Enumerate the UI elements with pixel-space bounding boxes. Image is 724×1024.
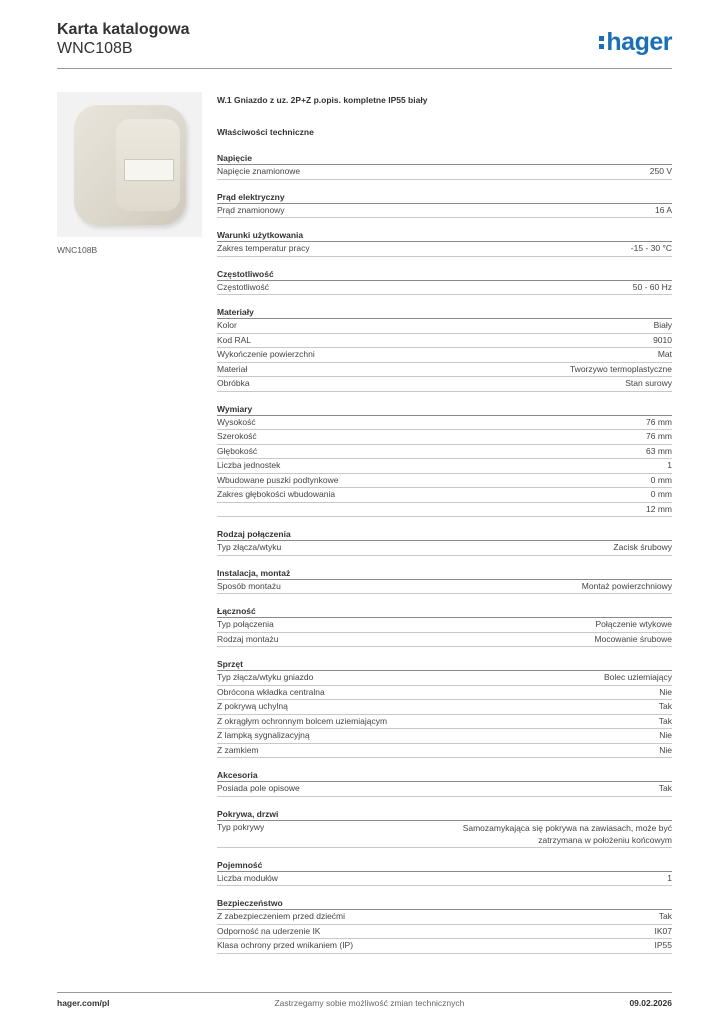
spec-row (217, 204, 672, 219)
section-title: Pojemność (217, 858, 672, 872)
spec-value: 9010 (653, 334, 672, 345)
logo-text: hager (606, 28, 672, 56)
section-title: Instalacja, montaż (217, 566, 672, 580)
spec-label: Klasa ochrony przed wnikaniem (IP) (217, 940, 354, 950)
spec-row (217, 821, 672, 848)
spec-value: IK07 (654, 925, 672, 936)
spec-label: Sposób montażu (217, 580, 281, 591)
spec-row (217, 782, 672, 797)
footer-divider (57, 992, 672, 993)
spec-row (217, 165, 672, 180)
section-title: Napięcie (217, 151, 672, 165)
spec-label: Obróbka (217, 378, 250, 388)
spec-row (217, 363, 672, 378)
spec-value: Tak (658, 701, 672, 711)
section-title: Sprzęt (217, 657, 672, 671)
section-title: Akcesoria (217, 768, 672, 782)
spec-label: Z pokrywą uchylną (217, 701, 288, 711)
spec-value: Tak (658, 715, 672, 726)
spec-section (217, 190, 672, 219)
spec-section (217, 527, 672, 556)
spec-value: Stan surowy (625, 378, 672, 388)
spec-label: Liczba modułów (217, 872, 278, 883)
spec-label: Liczba jednostek (217, 460, 281, 470)
spec-row (217, 430, 672, 445)
spec-section (217, 604, 672, 647)
spec-value: Nie (659, 730, 672, 740)
product-description: W.1 Gniazdo z uz. 2P+Z p.opis. kompletne IP55 biały (217, 95, 428, 105)
spec-label: Obrócona wkładka centralna (217, 686, 325, 697)
spec-section (217, 657, 672, 758)
spec-section (217, 896, 672, 954)
spec-content (217, 95, 672, 964)
section-title: Rodzaj połączenia (217, 527, 672, 541)
spec-label: Typ połączenia (217, 619, 274, 629)
spec-value: 76 mm (646, 431, 672, 441)
spec-label: Wbudowane puszki podtynkowe (217, 474, 339, 485)
spec-value: Mocowanie śrubowe (594, 633, 672, 644)
spec-value: Montaż powierzchniowy (581, 580, 672, 591)
section-title: Bezpieczeństwo (217, 896, 672, 910)
spec-row (217, 474, 672, 489)
footer-website-link[interactable]: hager.com/pl (57, 998, 110, 1008)
spec-value: Nie (659, 686, 672, 697)
spec-value: Połączenie wtykowe (595, 619, 672, 629)
document-title: Karta katalogowa (57, 21, 190, 38)
spec-value: 76 mm (646, 416, 672, 427)
spec-value: Biały (653, 320, 672, 330)
spec-row (217, 445, 672, 460)
spec-row (217, 281, 672, 296)
product-code: WNC108B (57, 40, 133, 57)
spec-value: Tak (658, 783, 672, 793)
spec-label: Szerokość (217, 431, 257, 441)
spec-row (217, 939, 672, 954)
spec-label: Typ pokrywy (217, 821, 265, 832)
spec-value: -15 - 30 °C (630, 243, 672, 253)
spec-row (217, 541, 672, 556)
spec-value: Samozamykająca się pokrywa na zawiasach, może być zatrzymana w położeniu końcowym (462, 822, 672, 845)
spec-row (217, 319, 672, 334)
product-image (57, 92, 202, 237)
spec-label: Prąd znamionowy (217, 204, 285, 215)
spec-label: Wykończenie powierzchni (217, 349, 315, 359)
spec-label: Z zabezpieczeniem przed dziećmi (217, 911, 346, 921)
spec-row (217, 700, 672, 715)
logo-mark-icon (599, 35, 604, 51)
spec-section (217, 267, 672, 296)
spec-value: Zacisk śrubowy (613, 542, 672, 552)
spec-value: Mat (657, 349, 672, 359)
spec-value: 1 (667, 460, 672, 470)
spec-label: Z zamkiem (217, 744, 259, 755)
spec-label: Odporność na uderzenie IK (217, 925, 321, 936)
footer-date: 09.02.2026 (629, 998, 672, 1008)
spec-value: IP55 (654, 940, 672, 950)
hager-logo (599, 28, 672, 57)
spec-value: 0 mm (650, 474, 672, 485)
spec-row (217, 348, 672, 363)
spec-row (217, 488, 672, 503)
spec-label: Typ złącza/wtyku gniazdo (217, 672, 314, 682)
spec-value: 12 mm (646, 503, 672, 514)
spec-label: Głębokość (217, 445, 258, 456)
socket-icon (74, 105, 186, 225)
spec-row (217, 618, 672, 633)
spec-row (217, 580, 672, 595)
spec-row (217, 459, 672, 474)
section-title: Materiały (217, 305, 672, 319)
spec-section (217, 228, 672, 257)
spec-value: Tworzywo termoplastyczne (569, 363, 672, 374)
spec-label: Z lampką sygnalizacyjną (217, 730, 310, 740)
spec-value: 63 mm (646, 445, 672, 456)
section-title: Prąd elektryczny (217, 190, 672, 204)
spec-label: Kolor (217, 320, 237, 330)
spec-label: Posiada pole opisowe (217, 783, 300, 793)
spec-row (217, 416, 672, 431)
spec-row (217, 715, 672, 730)
spec-section (217, 402, 672, 518)
spec-section (217, 151, 672, 180)
section-title: Pokrywa, drzwi (217, 807, 672, 821)
spec-value: Nie (659, 744, 672, 755)
spec-label: Zakres głębokości wbudowania (217, 489, 336, 499)
spec-label: Materiał (217, 363, 248, 374)
spec-row (217, 925, 672, 940)
section-title: Wymiary (217, 402, 672, 416)
spec-label: Rodzaj montażu (217, 633, 279, 644)
spec-value: Tak (658, 911, 672, 921)
spec-value: 50 - 60 Hz (632, 281, 672, 292)
header-divider (57, 68, 672, 69)
footer-disclaimer: Zastrzegamy sobie możliwość zmian technicznych (274, 998, 465, 1008)
spec-section (217, 768, 672, 797)
spec-row (217, 872, 672, 887)
spec-section (217, 858, 672, 887)
spec-section (217, 566, 672, 595)
spec-row (217, 334, 672, 349)
spec-section (217, 807, 672, 848)
spec-row (217, 744, 672, 759)
spec-row (217, 729, 672, 744)
page-header (57, 20, 672, 68)
spec-row (217, 503, 672, 518)
spec-row (217, 633, 672, 648)
section-title: Warunki użytkowania (217, 228, 672, 242)
spec-row (217, 910, 672, 925)
spec-value: 250 V (649, 166, 672, 176)
spec-value: 1 (667, 872, 672, 883)
spec-label: Kod RAL (217, 334, 252, 345)
spec-label: Typ złącza/wtyku (217, 542, 282, 552)
spec-label: Napięcie znamionowe (217, 166, 301, 176)
image-caption: WNC108B (57, 245, 98, 255)
spec-row (217, 671, 672, 686)
spec-value: Bolec uziemiający (603, 672, 672, 682)
spec-label: Wysokość (217, 416, 256, 427)
spec-section (217, 305, 672, 392)
spec-sections (217, 151, 672, 954)
technical-properties-title: Właściwości techniczne (217, 127, 314, 137)
spec-value: 16 A (654, 204, 672, 215)
page-footer (57, 998, 672, 1008)
spec-label: Zakres temperatur pracy (217, 243, 310, 253)
spec-row (217, 686, 672, 701)
spec-label: Z okrągłym ochronnym bolcem uziemiającym (217, 715, 388, 726)
spec-row (217, 377, 672, 392)
spec-row (217, 242, 672, 257)
spec-value: 0 mm (650, 489, 672, 499)
section-title: Łączność (217, 604, 672, 618)
section-title: Częstotliwość (217, 267, 672, 281)
spec-label: Częstotliwość (217, 281, 269, 292)
